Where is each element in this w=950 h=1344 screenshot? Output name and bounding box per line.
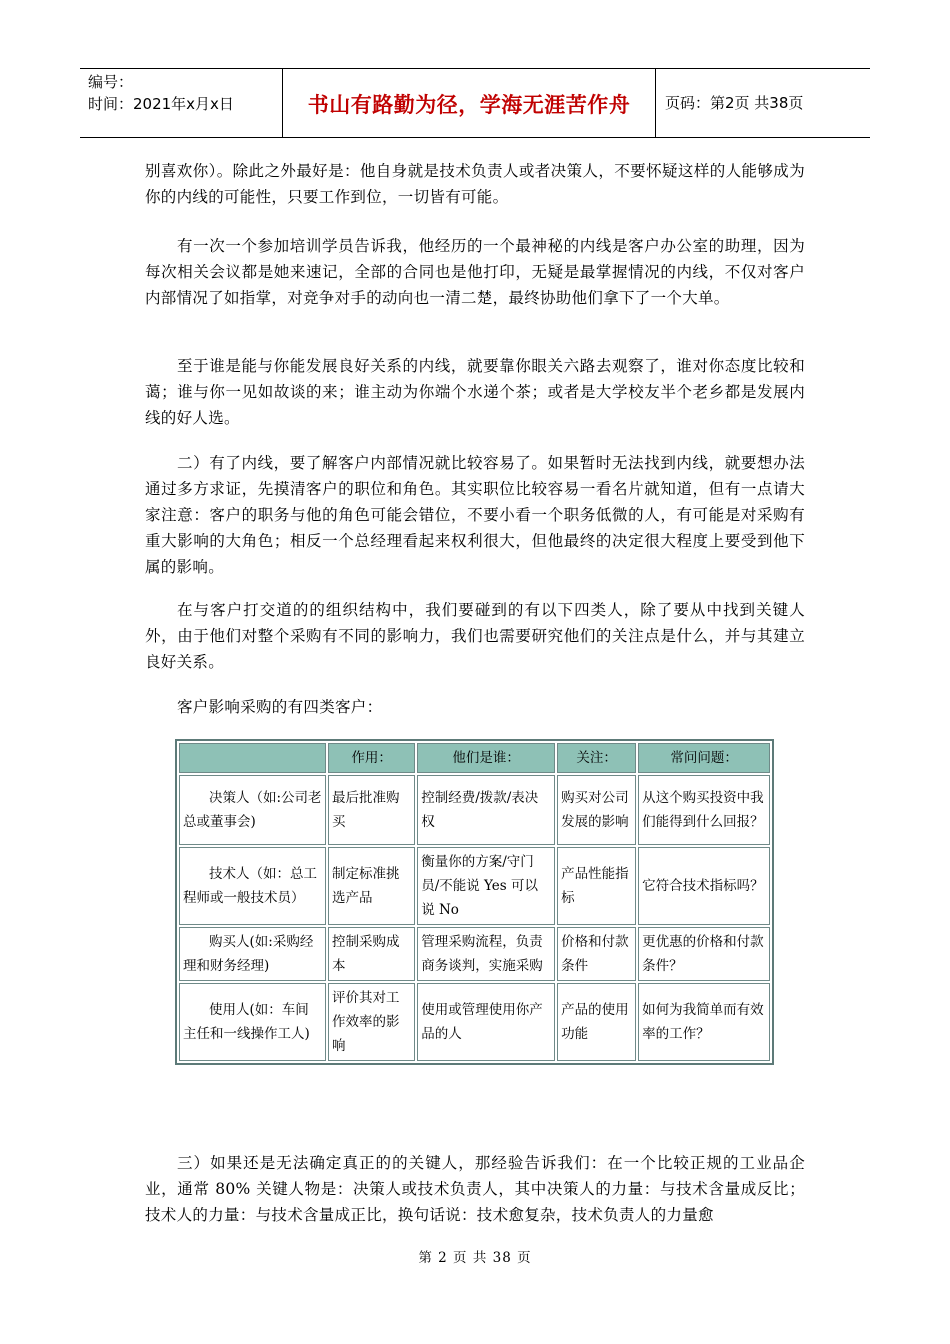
page-footer: 第 2 页 共 38 页	[418, 1250, 532, 1266]
table-header-cell: 他们是谁：	[417, 743, 555, 773]
table-cell: 最后批准购买	[328, 775, 415, 845]
table-cell: 管理采购流程，负责商务谈判，实施采购	[417, 927, 555, 981]
table-row	[179, 983, 770, 1061]
table-header-cell: 关注：	[557, 743, 636, 773]
table-cell: 控制采购成本	[328, 927, 415, 981]
table-cell: 衡量你的方案/守门员/不能说 Yes 可以说 No	[417, 847, 555, 925]
customer-roles-table	[175, 739, 774, 1065]
table-cell: 控制经费/拨款/表决权	[417, 775, 555, 845]
table-row	[179, 847, 770, 925]
paragraph: 有一次一个参加培训学员告诉我，他经历的一个最神秘的内线是客户办公室的助理，因为每次相关会议都是她来速记，全部的合同也是他打印，无疑是最掌握情况的内线，不仅对客户内部情况了如指掌，对竞争对手的动向也一清二楚，最终协助他们拿下了一个大单。	[145, 237, 805, 307]
header-divider	[655, 69, 656, 137]
table-cell: 从这个购买投资中我们能得到什么回报？	[638, 775, 770, 845]
table-cell: 制定标准挑选产品	[328, 847, 415, 925]
table-header-cell: 常问问题：	[638, 743, 770, 773]
table-header-cell: 作用：	[328, 743, 415, 773]
table-cell: 如何为我简单而有效率的工作？	[638, 983, 770, 1061]
paragraph: 三）如果还是无法确定真正的的关键人，那经验告诉我们：在一个比较正规的工业品企业，通常 80% 关键人物是：决策人或技术负责人，其中决策人的力量：与技术含量成反比；技术人的力量：与技术含量成正比，换句话说：技术愈复杂，技术负责人的力量愈	[145, 1154, 805, 1224]
role-cell: 技术人（如：总工程师或一般技术员）	[179, 847, 326, 925]
page-header	[80, 68, 870, 138]
paragraph: 至于谁是能与你能发展良好关系的内线，就要靠你眼关六路去观察了，谁对你态度比较和蔼；谁与你一见如故谈的来；谁主动为你端个水递个茶；或者是大学校友半个老乡都是发展内线的好人选。	[145, 357, 805, 427]
header-motto: 书山有路勤为径，学海无涯苦作舟	[307, 93, 631, 117]
paragraph: 别喜欢你）。除此之外最好是：他自身就是技术负责人或者决策人，不要怀疑这样的人能够成为你的内线的可能性，只要工作到位，一切皆有可能。	[145, 162, 805, 206]
table-cell: 产品性能指标	[557, 847, 636, 925]
table-header-cell	[179, 743, 326, 773]
table-row	[179, 775, 770, 845]
table-header-row	[179, 743, 770, 773]
header-meta	[88, 71, 280, 115]
role-cell: 决策人（如:公司老总或董事会)	[179, 775, 326, 845]
paragraph: 在与客户打交道的的组织结构中，我们要碰到的有以下四类人，除了要从中找到关键人外，由于他们对整个采购有不同的影响力，我们也需要研究他们的关注点是什么，并与其建立良好关系。	[145, 601, 805, 671]
table-cell: 产品的使用功能	[557, 983, 636, 1061]
table-cell: 购买对公司发展的影响	[557, 775, 636, 845]
document-date: 时间：2021年x月x日	[88, 95, 234, 113]
role-cell: 使用人(如：车间主任和一线操作工人)	[179, 983, 326, 1061]
paragraph: 二）有了内线，要了解客户内部情况就比较容易了。如果暂时无法找到内线，就要想办法通过多方求证，先摸清客户的职位和角色。其实职位比较容易一看名片就知道，但有一点请大家注意：客户的职务与他的角色可能会错位，不要小看一个职务低微的人，有可能是对采购有重大影响的大角色；相反一个总经理看起来权利很大，但他最终的决定很大程度上要受到他下属的影响。	[145, 454, 805, 576]
role-cell: 购买人(如:采购经理和财务经理)	[179, 927, 326, 981]
table-cell: 价格和付款条件	[557, 927, 636, 981]
table-cell: 评价其对工作效率的影响	[328, 983, 415, 1061]
table-cell: 使用或管理使用你产品的人	[417, 983, 555, 1061]
table-cell: 更优惠的价格和付款条件？	[638, 927, 770, 981]
table-row	[179, 927, 770, 981]
table-caption: 客户影响采购的有四类客户：	[177, 698, 383, 716]
table-cell: 它符合技术指标吗？	[638, 847, 770, 925]
header-page-info: 页码：第2页 共38页	[665, 94, 804, 112]
document-number-label: 编号：	[88, 73, 134, 91]
